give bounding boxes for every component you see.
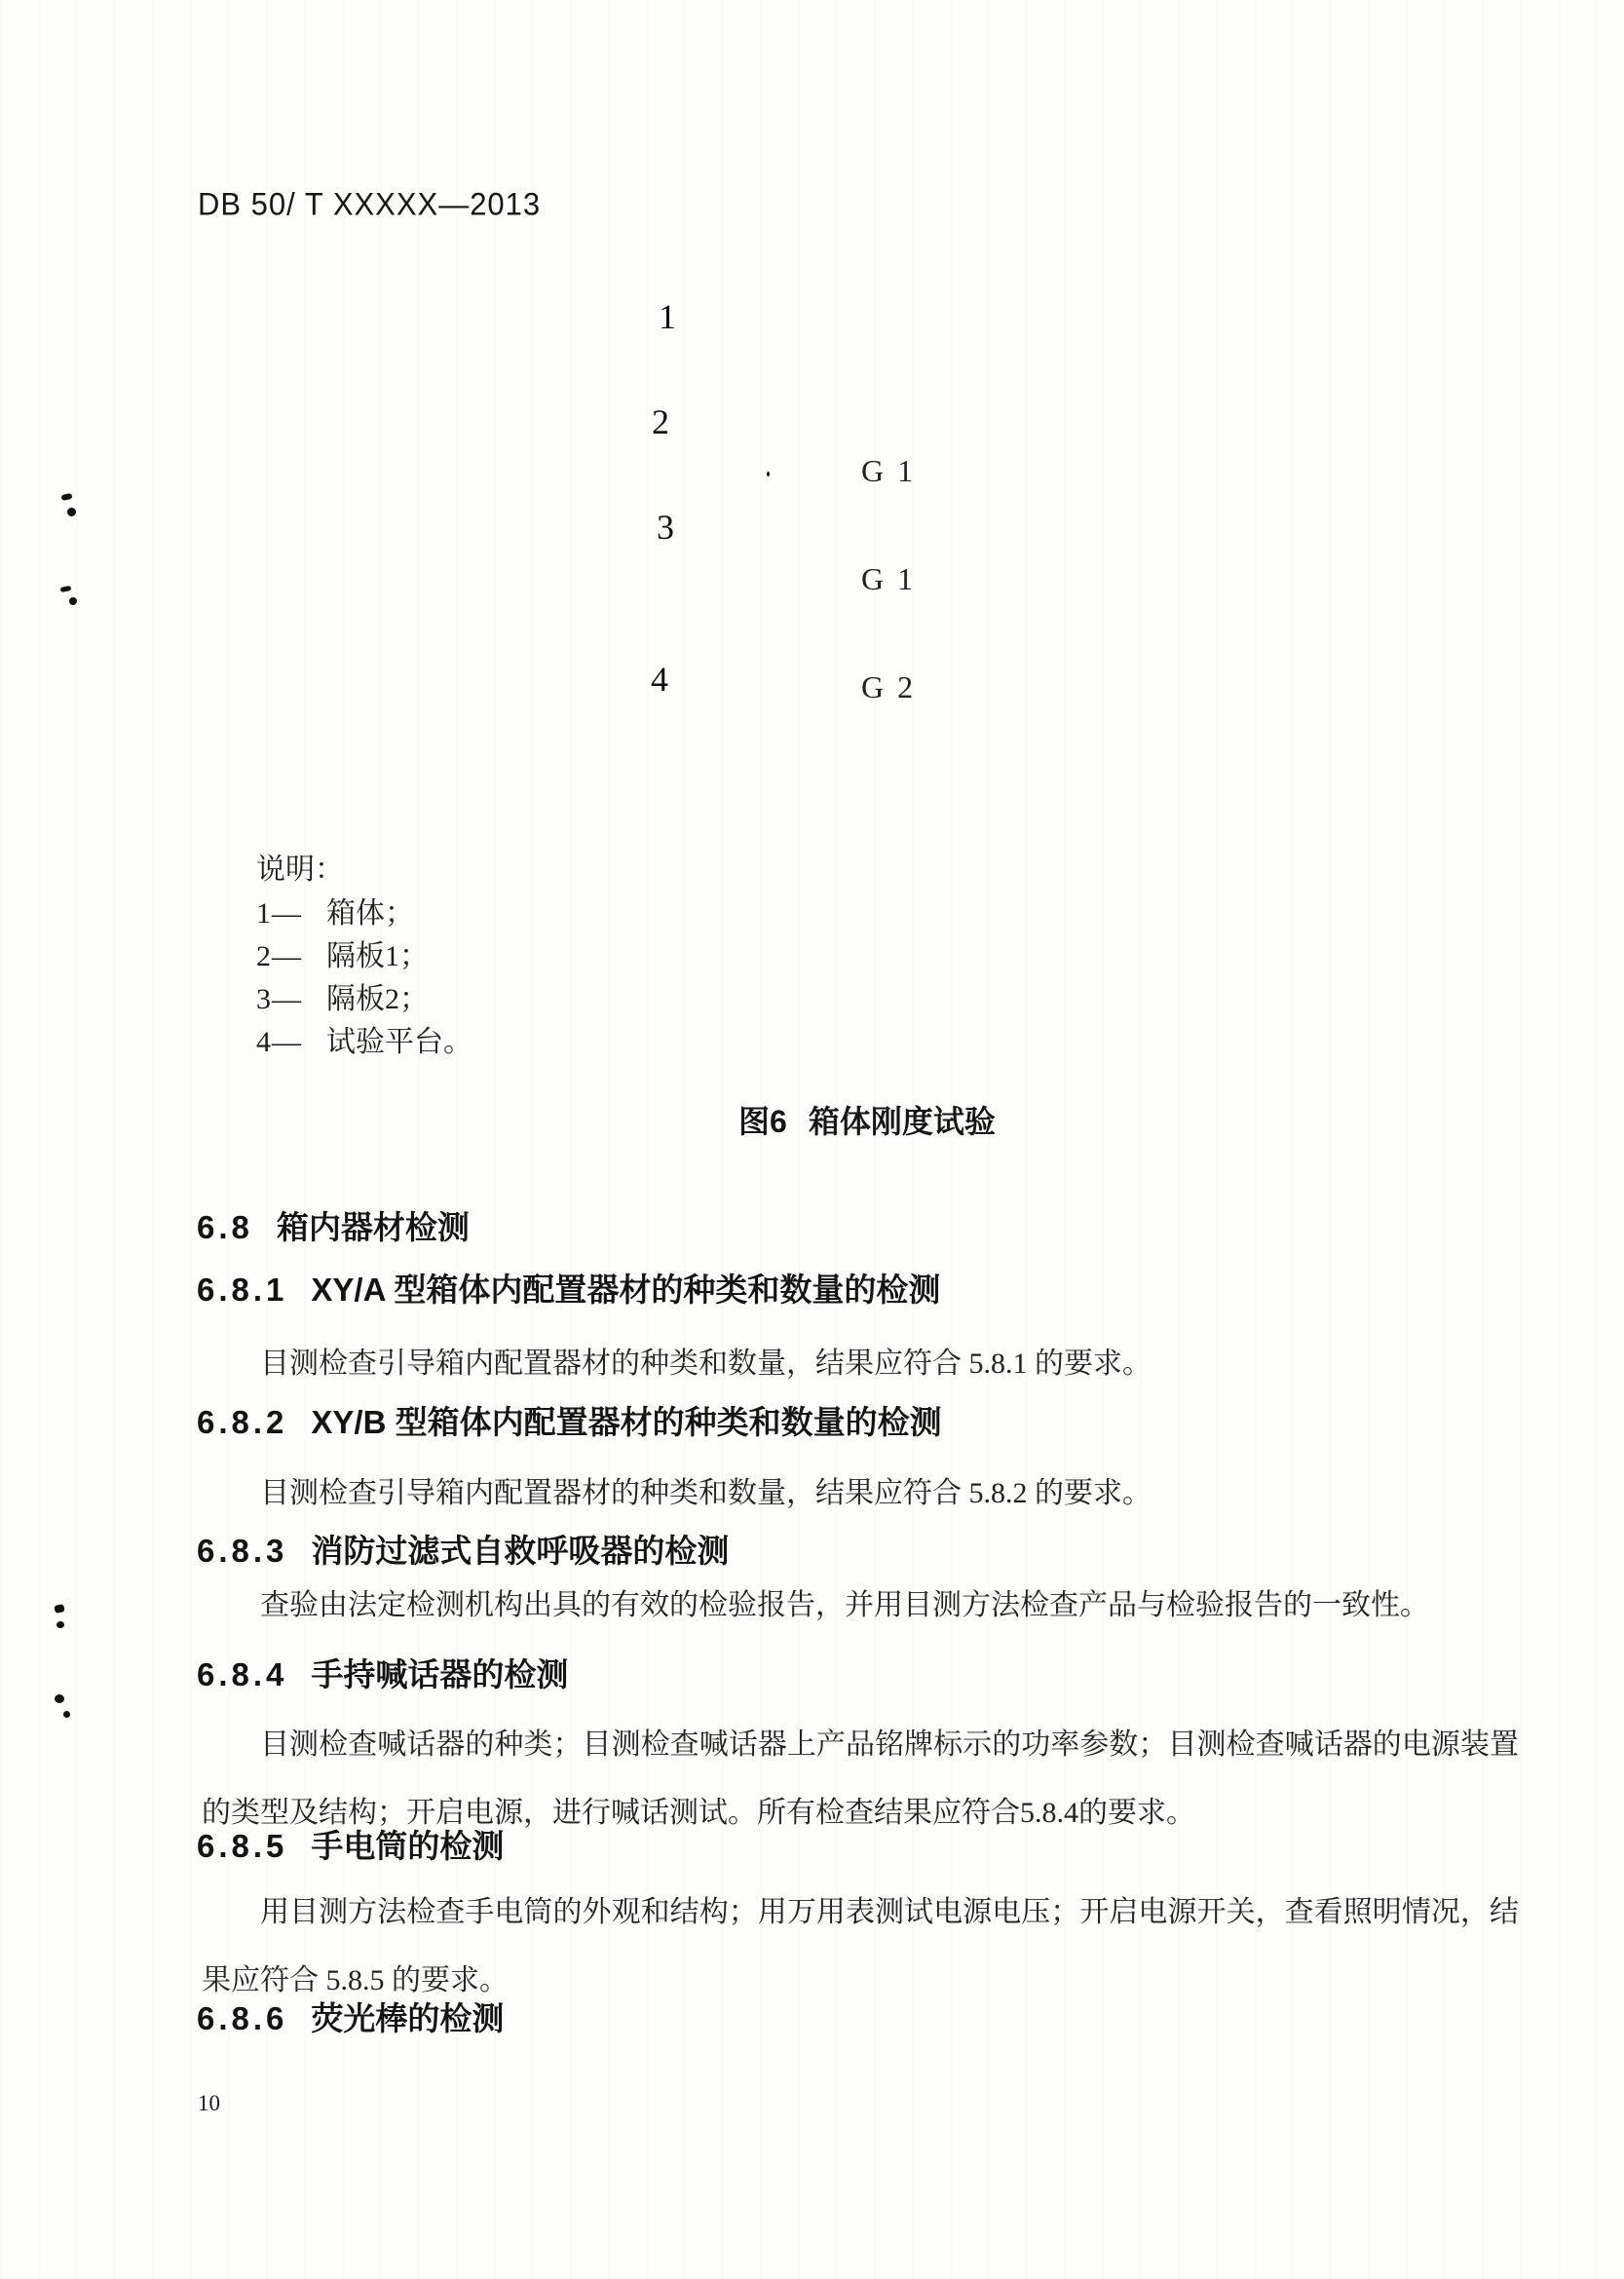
figure-caption-number: 图6: [738, 1104, 787, 1139]
legend-title: 说明：: [256, 854, 344, 886]
section-body-6-8-5: 用目测方法检查手电筒的外观和结构；用万用表测试电源电压；开启电源开关，查看照明情况，结果应符合 5.8.5 的要求。: [202, 1896, 1519, 1996]
section-heading-6-8-4: [197, 1655, 568, 1694]
section-heading-6-8: [197, 1208, 470, 1247]
section-heading-6-8-1: [197, 1271, 940, 1310]
section-heading-6-8-6: [197, 1999, 504, 2038]
figure-callout-3: 3: [657, 508, 674, 547]
page-number: 10: [198, 2091, 220, 2115]
legend-item-number: 2: [256, 940, 271, 972]
ink-speck: [54, 1604, 64, 1614]
section-number: 6.8.6: [197, 2000, 288, 2036]
section-heading-6-8-2: [197, 1403, 942, 1442]
section-heading-6-8-3: [197, 1532, 729, 1571]
figure-callout-1: 1: [659, 297, 676, 336]
section-number: 6.8.2: [197, 1404, 288, 1440]
section-title: 手电筒的检测: [311, 1828, 505, 1864]
ink-speck: [57, 1621, 64, 1628]
legend-item-label: 箱体；: [326, 897, 414, 930]
figure-caption: [738, 1103, 996, 1140]
legend-dash: —: [272, 897, 301, 930]
section-number: 6.8.5: [197, 1828, 288, 1864]
legend-dash: —: [272, 940, 301, 972]
legend-dash: —: [272, 983, 301, 1015]
legend-item-2: [256, 935, 472, 978]
figure-callout-2: 2: [652, 402, 669, 441]
section-title: XY/B 型箱体内配置器材的种类和数量的检测: [311, 1404, 942, 1440]
section-heading-6-8-5: [197, 1827, 504, 1866]
section-body-6-8-4: 目测检查喊话器的种类；目测检查喊话器上产品铭牌标示的功率参数；目测检查喊话器的电源装置的类型及结构；开启电源，进行喊话测试。所有检查结果应符合5.8.4的要求。: [202, 1728, 1519, 1829]
figure-load-label-g2: G 2: [861, 669, 917, 704]
figure-callout-4: 4: [651, 660, 668, 699]
ink-speck: [60, 586, 72, 592]
figure-load-label-g1a: G 1: [861, 453, 917, 488]
legend-item-1: [256, 893, 472, 935]
legend-item-4: [256, 1021, 472, 1064]
section-number: 6.8.1: [197, 1272, 288, 1308]
legend-item-label: 试验平台。: [326, 1026, 472, 1058]
ink-speck: [767, 472, 770, 476]
ink-speck: [60, 493, 72, 501]
section-body-6-8-3: 查验由法定检测机构出具的有效的检验报告，并用目测方法检查产品与检验报告的一致性。: [260, 1589, 1429, 1621]
section-title: 箱内器材检测: [276, 1209, 470, 1245]
figure-load-label-g1b: G 1: [861, 561, 917, 596]
legend-item-number: 3: [256, 983, 271, 1015]
standard-number-header: DB 50/ T XXXXX—2013: [198, 186, 542, 222]
ink-speck: [63, 1711, 70, 1718]
figure-legend: [256, 848, 472, 1064]
ink-speck: [69, 597, 77, 605]
figure-caption-title: 箱体刚度试验: [808, 1104, 996, 1139]
section-number: 6.8: [197, 1209, 253, 1245]
section-title: 消防过滤式自救呼吸器的检测: [311, 1533, 730, 1569]
section-number: 6.8.4: [197, 1656, 288, 1692]
ink-speck: [55, 1694, 64, 1703]
ink-speck: [67, 508, 76, 516]
legend-item-3: [256, 978, 472, 1021]
section-title: 手持喊话器的检测: [311, 1656, 569, 1692]
legend-dash: —: [272, 1026, 301, 1058]
section-title: XY/A 型箱体内配置器材的种类和数量的检测: [311, 1272, 941, 1308]
section-body-6-8-2: 目测检查引导箱内配置器材的种类和数量，结果应符合 5.8.2 的要求。: [260, 1477, 1152, 1509]
legend-item-label: 隔板2；: [326, 983, 429, 1015]
section-number: 6.8.3: [197, 1533, 288, 1569]
legend-item-label: 隔板1；: [326, 940, 429, 972]
legend-item-number: 1: [256, 897, 271, 930]
legend-item-number: 4: [256, 1026, 271, 1058]
section-title: 荧光棒的检测: [311, 2000, 505, 2036]
section-body-6-8-1: 目测检查引导箱内配置器材的种类和数量，结果应符合 5.8.1 的要求。: [260, 1348, 1152, 1380]
